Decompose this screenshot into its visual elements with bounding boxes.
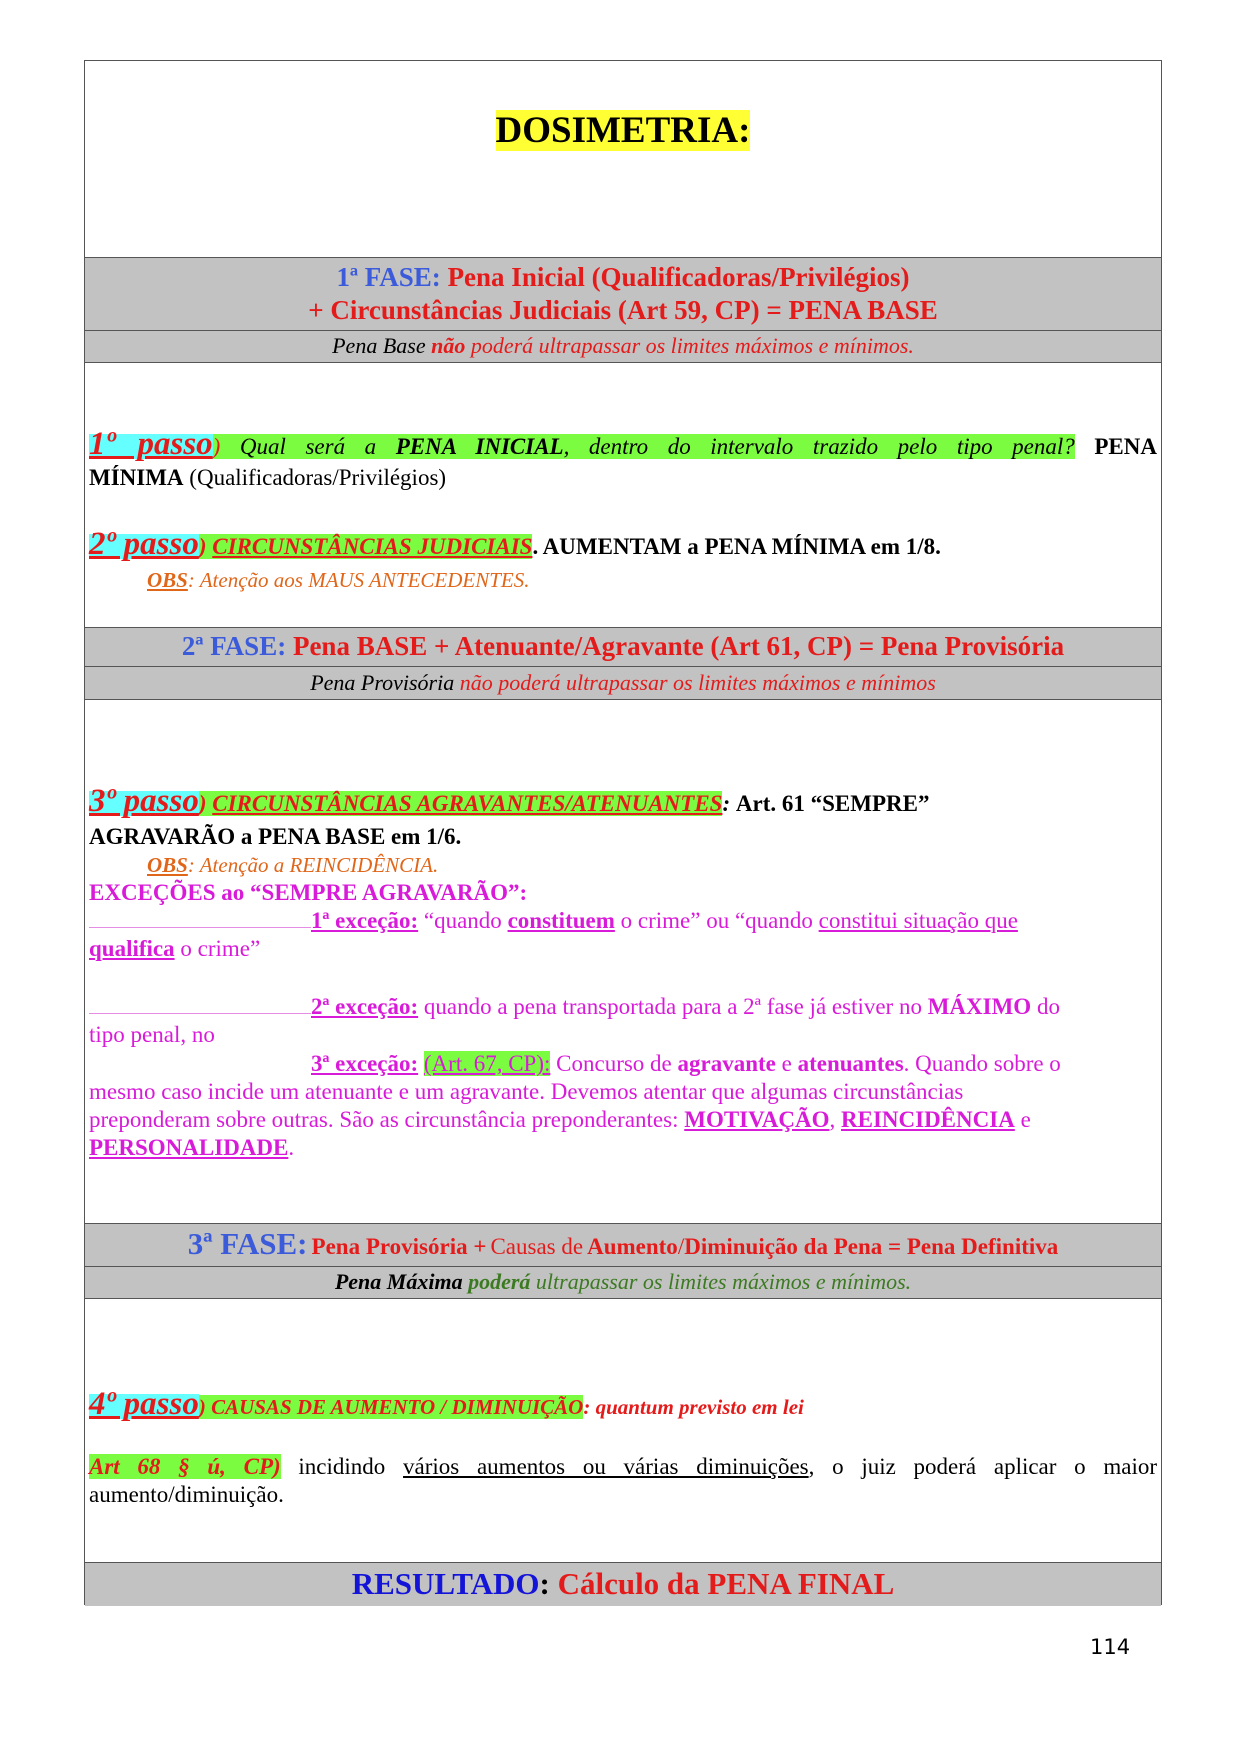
- fase1-title: Pena Inicial (Qualificadoras/Privilégios): [447, 262, 910, 292]
- passo3-line2: AGRAVARÃO a PENA BASE em 1/6.: [89, 824, 462, 849]
- fase3-note-b: poderá: [468, 1269, 531, 1294]
- passo1-q3: , dentro do intervalo trazido pelo tipo penal?: [563, 434, 1075, 459]
- excecao1-line1: [89, 907, 1157, 935]
- excecoes-title: EXCEÇÕES ao “SEMPRE AGRAVARÃO”:: [89, 880, 528, 905]
- fase3-note: [85, 1266, 1161, 1299]
- fase1-note-b: não: [431, 333, 466, 358]
- passo4-art-line: [89, 1453, 1157, 1481]
- passo1-q2: PENA INICIAL: [395, 434, 564, 459]
- fase1-note-a: Pena Base: [332, 333, 426, 358]
- fase2-note-b: não poderá ultrapassar os limites máximos e mínimos: [459, 670, 936, 695]
- passo2-paren: ): [198, 534, 207, 559]
- excecao3-label: 3ª exceção:: [311, 1051, 419, 1076]
- passo3-obs-text: : Atenção a REINCIDÊNCIA.: [187, 853, 439, 877]
- passo3-rest1: Art. 61 “SEMPRE”: [735, 791, 930, 816]
- excecao3-comma: ,: [829, 1107, 836, 1132]
- fase3-note-a: Pena Máxima: [334, 1269, 463, 1294]
- excecao3-a: Concurso de: [556, 1051, 672, 1076]
- passo4-t1: incidindo: [298, 1454, 386, 1479]
- passo4-t2: vários aumentos ou várias diminuições: [403, 1454, 809, 1479]
- excecao2-c: do: [1036, 994, 1060, 1019]
- excecao3-b: agravante: [677, 1051, 776, 1076]
- excecao3-d: atenuantes: [797, 1051, 904, 1076]
- passo3-obs: [147, 851, 1157, 879]
- fase3-d: /: [677, 1234, 685, 1259]
- excecao1-b: constituem: [507, 908, 615, 933]
- passo4-t3: , o juiz poderá aplicar o maior: [808, 1454, 1158, 1479]
- passo1-line1: [89, 426, 1157, 465]
- excecao2-line1: [89, 993, 1157, 1021]
- fase2-title: Pena BASE + Atenuante/Agravante (Art 61, CP) = Pena Provisória: [292, 631, 1065, 661]
- passo2-label: 2º passo: [89, 526, 199, 562]
- passo3-obs-label: OBS: [147, 853, 188, 877]
- excecao3-e: . Quando sobre o: [903, 1051, 1061, 1076]
- passo3-line1: [89, 783, 1157, 822]
- passo2-obs-label: OBS: [147, 568, 188, 592]
- passo4-label: 4º passo: [89, 1386, 199, 1422]
- excecao3-personalidade: PERSONALIDADE: [89, 1135, 289, 1160]
- passo4-highlight: CAUSAS DE AUMENTO / DIMINUIÇÃO: [211, 1395, 584, 1419]
- resultado-text: Cálculo da PENA FINAL: [557, 1566, 895, 1601]
- excecao3-g: preponderam sobre outras. São as circunstância preponderantes:: [89, 1107, 679, 1132]
- passo4-art: Art 68 § ú, CP): [89, 1454, 281, 1479]
- document-frame: [84, 60, 1162, 1605]
- excecao2-line2: tipo penal, no: [89, 1022, 215, 1047]
- excecao2-label: 2ª exceção:: [311, 994, 419, 1019]
- fase2-note: [85, 666, 1161, 700]
- fase3-e: Diminuição da Pena = Pena Definitiva: [684, 1234, 1059, 1259]
- excecao1-c: o crime” ou “quando: [620, 908, 813, 933]
- fase1-line1: [85, 261, 1161, 294]
- excecao3-art: (Art. 67, CP):: [423, 1051, 551, 1076]
- fase3-b: Causas de: [490, 1234, 584, 1259]
- resultado-label: RESULTADO: [351, 1566, 540, 1601]
- excecao1-label: 1ª exceção:: [311, 908, 419, 933]
- fase2-note-a: Pena Provisória: [310, 670, 455, 695]
- fase3-a: Pena Provisória +: [311, 1234, 487, 1259]
- passo4-line3: aumento/diminuição.: [89, 1482, 284, 1507]
- passo1-minima: MÍNIMA: [89, 465, 184, 490]
- fase3-header: [85, 1223, 1161, 1267]
- excecao2-a: quando a pena transportada para a 2ª fase já estiver no: [423, 994, 922, 1019]
- fase1-line2: + Circunstâncias Judiciais (Art 59, CP) = PENA BASE: [308, 295, 938, 325]
- excecao2-b: MÁXIMO: [927, 994, 1032, 1019]
- resultado-band: [85, 1562, 1161, 1606]
- passo1-line2: [89, 464, 1157, 492]
- excecao1-e: qualifica: [89, 936, 175, 961]
- passo1-q1: Qual será a: [239, 434, 377, 459]
- fase3-c: Aumento: [587, 1234, 678, 1259]
- passo2-obs: [147, 566, 1157, 594]
- passo1-q4: PENA: [1094, 434, 1157, 459]
- excecao3-period: .: [288, 1135, 295, 1160]
- passo4-line1: [89, 1386, 1157, 1425]
- fase1-note-c: poderá ultrapassar os limites máximos e mínimos.: [470, 333, 914, 358]
- excecao1-d: constitui situação que: [818, 908, 1018, 933]
- page-title-text: DOSIMETRIA:: [495, 110, 751, 151]
- excecao3-c: e: [781, 1051, 792, 1076]
- excecao3-e-conj: e: [1020, 1107, 1031, 1132]
- passo3-colon: :: [722, 791, 731, 816]
- passo1-label: 1º passo: [89, 426, 213, 462]
- passo2-highlight: CIRCUNSTÂNCIAS JUDICIAIS: [212, 534, 533, 559]
- excecao1-a: “quando: [423, 908, 502, 933]
- fase1-header: [85, 257, 1161, 331]
- page-number: 114: [1090, 1635, 1131, 1659]
- passo2-line1: [89, 526, 1157, 565]
- fase3-note-c: ultrapassar os limites máximos e mínimos.: [535, 1269, 912, 1294]
- excecao3-line4: [89, 1134, 1157, 1162]
- resultado-colon: :: [539, 1566, 550, 1601]
- passo3-highlight: CIRCUNSTÂNCIAS AGRAVANTES/ATENUANTES: [212, 791, 723, 816]
- excecao3-line1: [89, 1050, 1157, 1078]
- excecao1-f: o crime”: [180, 936, 261, 961]
- fase3-label: 3ª FASE:: [187, 1226, 308, 1261]
- excecao3-motivacao: MOTIVAÇÃO: [684, 1107, 830, 1132]
- excecao3-reincidencia: REINCIDÊNCIA: [841, 1107, 1015, 1132]
- passo1-qualif: (Qualificadoras/Privilégios): [189, 465, 447, 490]
- excecao3-line3: [89, 1106, 1157, 1134]
- passo1-paren: ): [212, 434, 221, 459]
- passo3-label: 3º passo: [89, 783, 199, 819]
- excecao1-line2: [89, 935, 1157, 963]
- fase2-label: 2ª FASE:: [181, 631, 287, 661]
- passo4-rest: : quantum previsto em lei: [583, 1395, 804, 1419]
- page-title: [85, 109, 1161, 152]
- excecao3-line2: mesmo caso incide um atenuante e um agravante. Devemos atentar que algumas circunstâncias: [89, 1079, 964, 1104]
- passo2-rest: . AUMENTAM a PENA MÍNIMA em 1/8.: [532, 534, 941, 559]
- fase1-label: 1ª FASE:: [336, 262, 441, 292]
- passo4-paren: ): [198, 1395, 206, 1419]
- passo3-paren: ): [198, 791, 207, 816]
- passo2-obs-text: : Atenção aos MAUS ANTECEDENTES.: [187, 568, 530, 592]
- fase2-header: [85, 627, 1161, 667]
- fase1-note: [85, 330, 1161, 363]
